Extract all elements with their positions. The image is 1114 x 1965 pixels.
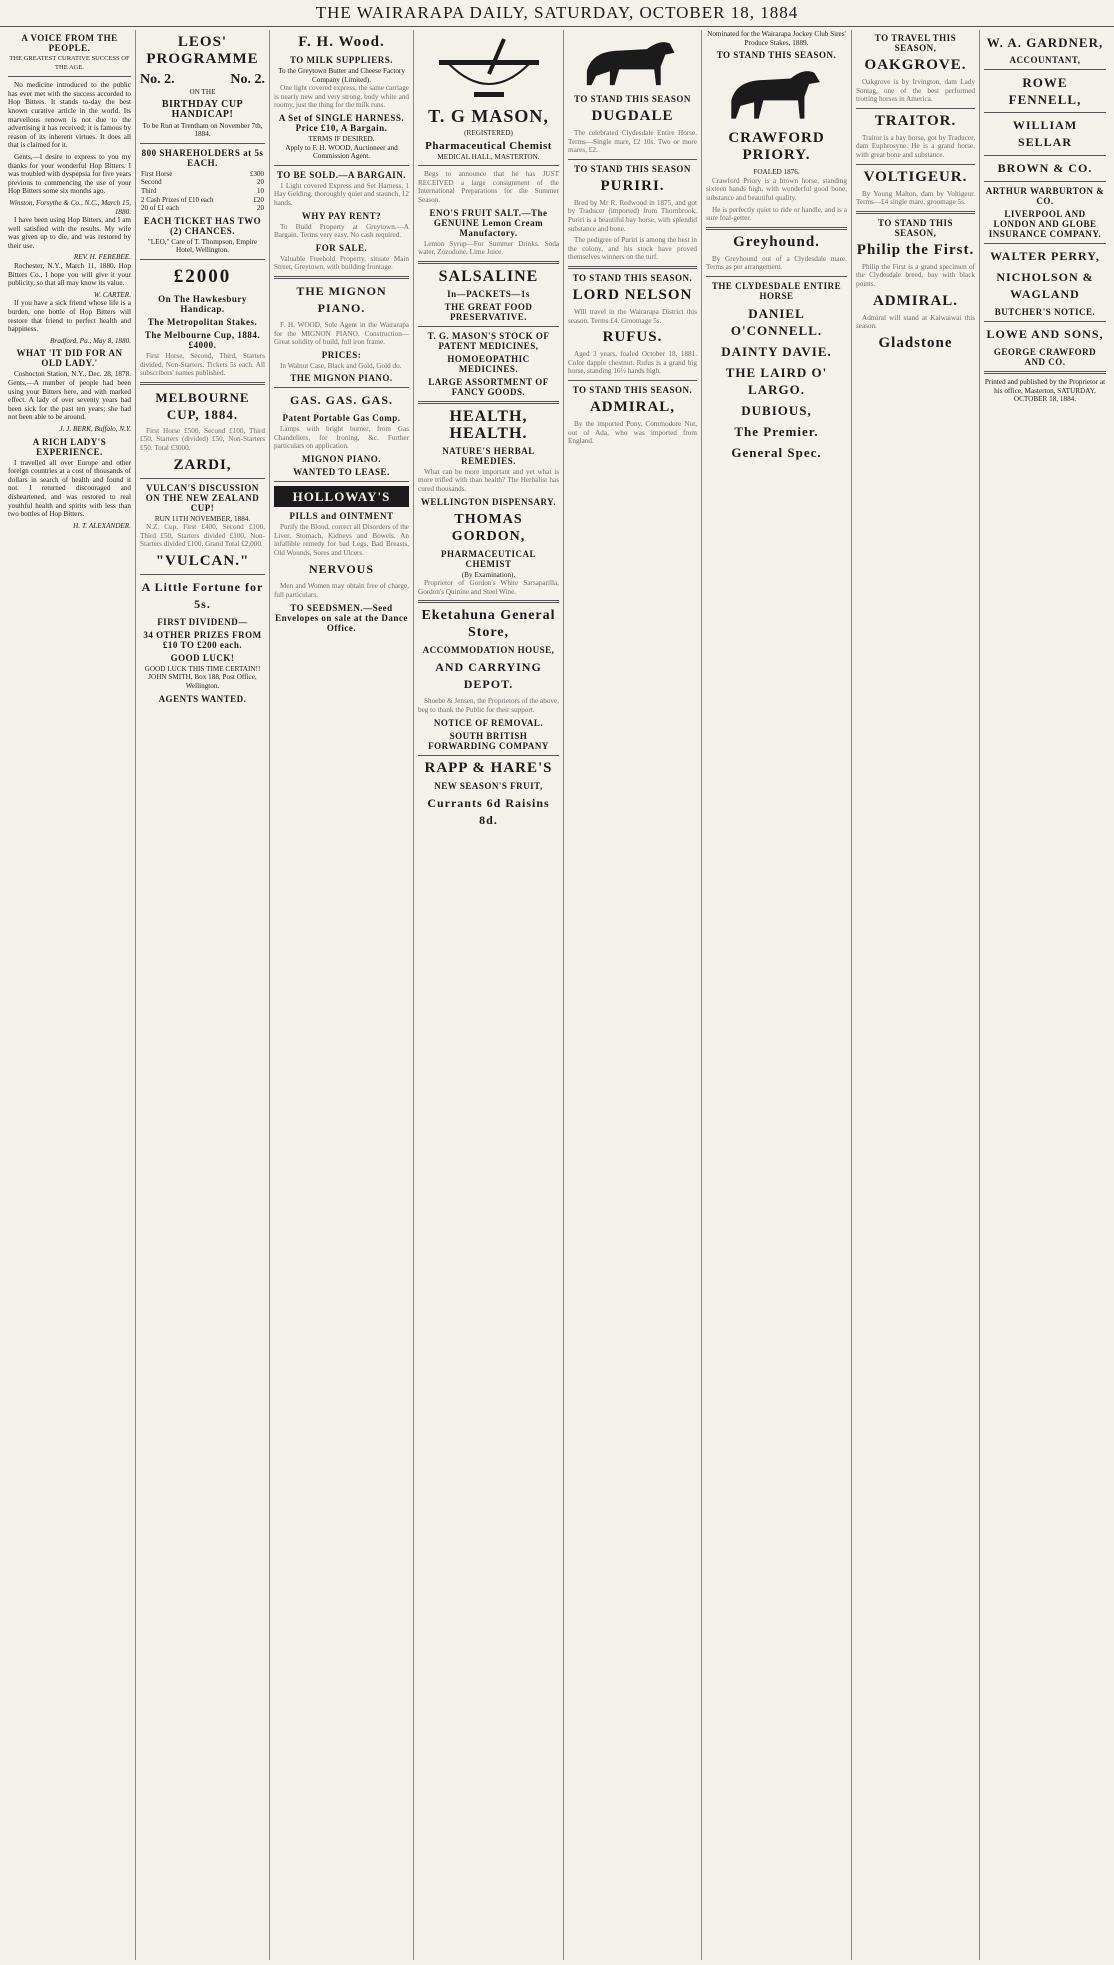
dugdale: DUGDALE: [591, 108, 674, 124]
table-row: 20 of £1 each 20: [141, 204, 264, 213]
oakgrove: OAKGROVE.: [864, 57, 967, 73]
column-5: TO STAND THIS SEASON DUGDALE The celebrated Clydesdale Entire Horse. Terms—Single mare, £2 10s. Two or more mares, £2. TO STAND THIS SEASON PURIRI. Bred by Mr R. Redwood in 1875, and got by Traducer (imported) from Thornbrook. Puriri is a beautiful bay horse, with splendid substance and bone. The pedigree of Puriri is among the best in the colony, and his stock have proved themselves winners on the turf. TO STAND THIS SEASON. LORD NELSON Will travel in the Wairarapa District this season. Terms £4. Groomage 5s. RUFUS. Aged 3 years, foaled October 18, 1881. Color dapple chestnut. Rufus is a grand big horse, standing 16½ hands high. TO STAND THIS SEASON. ADMIRAL, By the imported Pony, Commodore Nut, out of Ada, who was imported from England.: [564, 30, 702, 1960]
brown-co: BROWN & CO.: [997, 161, 1093, 175]
fh-wood-heading: F. H. Wood.: [298, 34, 385, 50]
stand-season-4: TO STAND THIS SEASON.: [572, 384, 693, 395]
seedsmen: TO SEEDSMEN.—Seed Envelopes on sale at the Dance Office.: [275, 602, 408, 633]
letter-2: I have been using Hop Bitters, and I am well satisfied with the results. My wife was given up to die, and was restored by their use.: [8, 216, 131, 250]
letter-4: If you have a sick friend whose life is a burden, one bottle of Hop Bitters will restore that friend to perfect health and happiness.: [8, 299, 131, 334]
good-luck-2: GOOD LUCK THIS TIME CERTAIN!!: [144, 664, 261, 673]
no-right: No. 2.: [230, 72, 265, 87]
stand-season-3: TO STAND THIS SEASON.: [572, 272, 693, 283]
vulcan: "VULCAN.": [155, 552, 250, 569]
william-sellar: WILLIAM SELLAR: [1012, 118, 1078, 149]
melbourne: The Melbourne Cup, 1884. £4000.: [144, 329, 261, 350]
philip-the-first: Philip the First.: [856, 241, 975, 258]
travel-season: TO TRAVEL THIS SEASON,: [874, 33, 957, 53]
apply: Apply to F. H. WOOD, Auctioneer and Commission Agent.: [285, 143, 398, 161]
letter-5-sign: J. J. BERK, Buffalo, N.Y.: [59, 424, 131, 433]
mignon-piano-3: MIGNON PIANO.: [302, 454, 381, 465]
chances: EACH TICKET HAS TWO (2) CHANCES.: [143, 215, 262, 236]
old-lady-heading: WHAT 'IT DID FOR AN OLD LADY.': [16, 348, 123, 369]
masthead-title: THE WAIRARAPA DAILY, SATURDAY, OCTOBER 18, 1884: [315, 3, 799, 22]
eno-fruit-salt: ENO'S FRUIT SALT.—The GENUINE Lemon Cream Manufactory.: [429, 207, 548, 238]
nominated-note: Nominated for the Wairarapa Jockey Club Sires' Produce Stakes, 1889.: [707, 30, 846, 47]
letter-4-sign: Bradford, Pa., May 8, 1880.: [50, 336, 131, 345]
printed-published: Printed and published by the Proprietor at his office, Masterton, SATURDAY, OCTOBER 18, 1884.: [984, 378, 1106, 404]
liverpool-insurance: LIVERPOOL AND LONDON AND GLOBE INSURANCE COMPANY.: [988, 209, 1102, 239]
general-spec: General Spec.: [731, 444, 822, 460]
john-smith: JOHN SMITH, Box 188, Post Office, Wellington.: [148, 673, 257, 691]
first-dividend: FIRST DIVIDEND—: [157, 616, 248, 627]
rich-lady-heading: A RICH LADY'S EXPERIENCE.: [32, 436, 107, 457]
gordon-sub: (By Examination),: [461, 570, 516, 579]
registered: (REGISTERED): [464, 129, 513, 137]
foaled: FOALED 1876.: [753, 168, 800, 177]
dainty-davie: DAINTY DAVIE.: [721, 343, 832, 359]
new-season-fruit: NEW SEASON'S FRUIT,: [434, 780, 543, 791]
butchers-notice: BUTCHER'S NOTICE.: [994, 307, 1096, 317]
zardi: ZARDI,: [173, 456, 232, 473]
pills-ointment: PILLS and OINTMENT: [289, 511, 394, 522]
homoeopathic: HOMOEOPATHIC MEDICINES.: [447, 353, 530, 374]
masthead: [0, 0, 1114, 27]
column-7: TO TRAVEL THIS SEASON, OAKGROVE. Oakgrove is by Irvington, dam Lady Sontag, one of the best performed trotting horses in America. TRAITOR. Traitor is a bay horse, got by Traducer, dam Euphrosyne. He is a grand horse, with great bone and substance. VOLTIGEUR. By Young Malton, dam by Voltigeur. Terms—£4 single mare, groomage 5s. TO STAND THIS SEASON, Philip the First. Philip the First is a grand specimen of the Clydesdale breed, bay with black points. ADMIRAL. Admiral will stand at Kaiwaiwai this season. Gladstone: [852, 30, 980, 1960]
pharma-title: Pharmaceutical Chemist: [425, 139, 552, 152]
table-row: Second 20: [141, 178, 264, 187]
on-the: ON THE: [189, 88, 216, 96]
good-luck: GOOD LUCK!: [170, 652, 235, 663]
natures-remedies: NATURE'S HERBAL REMEDIES.: [442, 445, 535, 466]
column-2: LEOS' PROGRAMME No. 2. No. 2. ON THE BIRTHDAY CUP HANDICAP! To be Run at Trentham on November 7th, 1884. 800 SHAREHOLDERS at 5s EACH. First Horse £300 Second 20 Third 10 2 Cash Prizes of £10 each £20 20 of £1 each 20 EACH TICKET HAS TWO (2) CHANCES. "LEO," Care of T. Thompson, Empire Hotel, Wellington. £2000 On The Hawkesbury Handicap. The Metropolitan Stakes. The Melbourne Cup, 1884. £4000. First Horse, Second, Third, Starters divided, Non-Starters. Tickets 5s each. All subscribers' names published. MELBOURNE CUP, 1884. First Horse £500, Second £100, Third £50, Starters (divided) £50, Non-Starters £50. Total £3000. ZARDI, VULCAN'S DISCUSSION ON THE NEW ZEALAND CUP! RUN 11TH NOVEMBER, 1884. N.Z. Cup, First £400, Second £100, Third £50, Starters divided £100, Non-Starters divided £100. Grand Total £2,000. "VULCAN." A Little Fortune for 5s. FIRST DIVIDEND— 34 OTHER PRIZES FROM £10 TO £200 each. GOOD LUCK! GOOD LUCK THIS TIME CERTAIN!! JOHN SMITH, Box 188, Post Office, Wellington. AGENTS WANTED.: [136, 30, 270, 1960]
crawford-priory: CRAWFORD PRIORY.: [728, 130, 825, 164]
letter-5: Coshocton Station, N.Y., Dec. 28, 1878. Gents,—A number of people had been using your Bitters here, and with marked effect. A lady of over seventy years had been sick for the past ten years; she had not been able to be around.: [8, 370, 131, 422]
clydesdale-entire: THE CLYDESDALE ENTIRE HORSE: [711, 280, 842, 301]
greyhound: Greyhound.: [733, 233, 820, 250]
leo-address: "LEO," Care of T. Thompson, Empire Hotel, Wellington.: [147, 237, 258, 255]
accountant: ACCOUNTANT,: [1009, 55, 1081, 65]
column-6: Nominated for the Wairarapa Jockey Club Sires' Produce Stakes, 1889. TO STAND THIS SEASON. CRAWFORD PRIORY. FOALED 1876. Crawford Priory is a brown horse, standing sixteen hands high, with wonderful good bone, substance and beautiful quality. He is perfectly quiet to ride or handle, and is a sure foal-getter. Greyhound. By Greyhound out of a Clydesdale mare. Terms as per arrangement. THE CLYDESDALE ENTIRE HORSE DANIEL O'CONNELL. DAINTY DAVIE. THE LAIRD O' LARGO. DUBIOUS, The Premier. General Spec.: [702, 30, 852, 1960]
metropolitan: The Metropolitan Stakes.: [147, 316, 258, 327]
gas-heading: GAS. GAS. GAS.: [289, 393, 394, 408]
daniel-oconnell: DANIEL O'CONNELL.: [730, 305, 823, 338]
wellington-dispensary: WELLINGTON DISPENSARY.: [420, 496, 557, 507]
milk-text: To the Greytown Butter and Cheese Factory Company (Limited).: [278, 67, 405, 84]
leos-programme-heading: LEOS' PROGRAMME: [146, 34, 259, 67]
rowe-fennell: ROWE FENNELL,: [1008, 75, 1082, 107]
lord-nelson: LORD NELSON: [572, 286, 693, 303]
dubious: DUBIOUS,: [741, 402, 812, 418]
letter-6-sign: H. T. ALEXANDER.: [73, 521, 131, 530]
new-zealand-cup: VULCAN'S DISCUSSION ON THE NEW ZEALAND CUP!: [145, 482, 260, 513]
milk-heading: TO MILK SUPPLIERS.: [289, 55, 394, 65]
stand-season-1: TO STAND THIS SEASON: [574, 94, 691, 104]
birthday-cup-heading: BIRTHDAY CUP HANDICAP!: [161, 98, 244, 120]
agents-wanted: AGENTS WANTED.: [158, 693, 247, 704]
letter-3: Rochester, N.Y., March 11, 1880. Hop Bitters Co., I hope you will give it your publicity, so that all may know its value.: [8, 262, 131, 288]
mignon-piano-2: THE MIGNON PIANO.: [290, 373, 393, 384]
wa-gardner: W. A. GARDNER,: [986, 35, 1104, 50]
letter-1: Gents,—I desire to express to you my thanks for your wonderful Hop Bitters. I was troubled with dyspepsia for five years previous to commencing the use of your Hop Bitters some six months ago.: [8, 152, 131, 196]
hawkesbury: On The Hawkesbury Handicap.: [158, 293, 247, 314]
admiral: ADMIRAL.: [872, 292, 959, 309]
carrying-depot: AND CARRYING DEPOT.: [435, 660, 542, 692]
table-row: 2 Cash Prizes of £10 each £20: [141, 195, 264, 204]
letter-6: I travelled all over Europe and other foreign countries at a cost of thousands of dollars in search of health and found it not. I returned discouraged and disheartened, and was restored to real youthful health and spirits with less than two bottles of Hop Bitters.: [8, 458, 131, 519]
table-row: First Horse £300: [141, 169, 264, 178]
shareholders: 800 SHAREHOLDERS at 5s EACH.: [141, 147, 264, 168]
notice-removal: NOTICE OF REMOVAL.: [433, 717, 544, 728]
column-3: F. H. Wood. TO MILK SUPPLIERS. To the Greytown Butter and Cheese Factory Company (Limited). One light covered express, the same carriage is nearly new and very strong, body white and roomy, just the thing for the milk runs. A Set of SINGLE HARNESS. Price £10, A Bargain. TERMS IF DESIRED. Apply to F. H. WOOD, Auctioneer and Commission Agent. TO BE SOLD.—A BARGAIN. 1 Light covered Express and Set Harness, 1 Hay Gelding, thoroughly quiet and staunch, 12 hands. WHY PAY RENT? To Build Property at Greytown.—A Bargain. Terms very easy. No cash required. FOR SALE. Valuable Freehold Property, situate Main Street, Greytown, with building frontage. THE MIGNON PIANO. F. H. WOOD, Sole Agent in the Wairarapa for the MIGNON PIANO. Construction—Great solidity of build, full iron frame. PRICES: In Walnut Case, Black and Gold, Gold do. THE MIGNON PIANO. GAS. GAS. GAS. Patent Portable Gas Comp. Lamps with bright burner, from Gas Chandeliers, for Ironing, &c. Further particulars on application. MIGNON PIANO. WANTED TO LEASE. HOLLOWAY'S PILLS and OINTMENT Purify the Blood, correct all Disorders of the Liver, Stomach, Kidneys and Bowels. An infallible remedy for bad Legs, Bad Breasts, Old Wounds, Sores and Ulcers. NERVOUS Men and Women may obtain free of charge, full particulars. TO SEEDSMEN.—Seed Envelopes on sale at the Dance Office.: [270, 30, 414, 1960]
for-sale: FOR SALE.: [315, 242, 368, 253]
mortar-pestle-icon: [419, 34, 559, 104]
melbourne-2: MELBOURNE CUP, 1884.: [155, 389, 250, 422]
george-crawford: GEORGE CRAWFORD AND CO.: [993, 347, 1097, 367]
stand-season-2: TO STAND THIS SEASON: [574, 163, 691, 174]
rapp-hare: RAPP & HARE'S: [424, 759, 553, 776]
column-4: T. G MASON, (REGISTERED) Pharmaceutical Chemist MEDICAL HALL, MASTERTON. Begs to announce that he has JUST RECEIVED a large consignment of the International Preparations for the Summer Season. ENO'S FRUIT SALT.—The GENUINE Lemon Cream Manufactory. Lemon Syrup—For Summer Drinks. Soda water, Zozodone, Lime Juice. SALSALINE In—PACKETS—1s THE GREAT FOOD PRESERVATIVE. T. G. MASON'S STOCK OF PATENT MEDICINES, HOMOEOPATHIC MEDICINES. LARGE ASSORTMENT OF FANCY GOODS. HEALTH, HEALTH. NATURE'S HERBAL REMEDIES. What can be more important and yet what is more trifled with than health? The Herbalist has cured thousands. WELLINGTON DISPENSARY. THOMAS GORDON, PHARMACEUTICAL CHEMIST (By Examination), Proprietor of Gordon's White Sarsaparilla, Gordon's Quinine and Steel Wine. Eketahuna General Store, ACCOMMODATION HOUSE, AND CARRYING DEPOT. Shoebe & Jensen, the Proprietors of the above, beg to thank the Public for their support. NOTICE OF REMOVAL. SOUTH BRITISH FORWARDING COMPANY RAPP & HARE'S NEW SEASON'S FRUIT, Currants 6d Raisins 8d.: [414, 30, 564, 1960]
health-heading: HEALTH, HEALTH.: [449, 407, 528, 442]
tg-mason-name: T. G MASON,: [428, 106, 549, 126]
gladstone: Gladstone: [878, 334, 953, 351]
fancy-goods: LARGE ASSORTMENT OF FANCY GOODS.: [428, 376, 549, 397]
rufus: RUFUS.: [602, 329, 663, 346]
laird-o-largo: THE LAIRD O' LARGO.: [725, 364, 828, 397]
mason-address: MEDICAL HALL, MASTERTON.: [437, 152, 540, 161]
stand-season: TO STAND THIS SEASON.: [716, 50, 837, 61]
traitor: TRAITOR.: [874, 112, 957, 129]
filler-text: First Horse, Second, Third, Starters divided, Non-Starters. Tickets 5s each. All subscribers' names published.: [140, 351, 265, 378]
wanted-to-lease: WANTED TO LEASE.: [293, 467, 390, 478]
letter-2-sign: REV. H. FEREBEE.: [73, 253, 131, 262]
walter-perry: WALTER PERRY,: [990, 249, 1100, 263]
voice-subheading: THE GREATEST CURATIVE SUCCESS OF THE AGE.: [9, 55, 130, 71]
food-preservative: THE GREAT FOOD PRESERVATIVE.: [444, 301, 533, 322]
puriri: PURIRI.: [600, 177, 665, 194]
arthur-warburton: ARTHUR WARBURTON & CO.: [985, 186, 1105, 206]
the-premier: The Premier.: [734, 423, 819, 439]
patent-medicines: T. G. MASON'S STOCK OF PATENT MEDICINES,: [427, 330, 550, 351]
nervous-heading: NERVOUS: [308, 562, 374, 577]
eketahuna-store: Eketahuna General Store,: [421, 608, 556, 641]
prices: PRICES:: [321, 349, 362, 360]
salsaline-packets: In—PACKETS—1s: [447, 288, 530, 299]
voice-intro: No medicine introduced to the public has ever met with the success accorded to Hop Bitters. It stands to-day the best known curative article in the world. Its marvellous renown is not due to the advertising it has received; it is famous by reason of its inherent virtues. It does all that is claimed for it.: [8, 81, 131, 150]
why-pay-rent: WHY PAY RENT?: [301, 210, 382, 221]
letter-3-sign: W. CARTER.: [93, 290, 131, 299]
salsaline-heading: SALSALINE: [438, 267, 539, 285]
run-date: RUN 11TH NOVEMBER, 1884.: [154, 514, 251, 523]
patent-gas: Patent Portable Gas Comp.: [282, 413, 401, 424]
other-prizes: 34 OTHER PRIZES FROM £10 TO £200 each.: [143, 629, 262, 650]
prize-2000: £2000: [173, 265, 232, 287]
mignon-piano-heading: THE MIGNON PIANO.: [296, 283, 387, 315]
table-row: Third 10: [141, 186, 264, 195]
holloways-heading: HOLLOWAY'S: [274, 486, 409, 507]
stand-season: TO STAND THIS SEASON,: [877, 217, 954, 238]
run-line: To be Run at Trentham on November 7th, 1884.: [142, 121, 263, 139]
page-columns: [4, 30, 1110, 1960]
bargain-heading: TO BE SOLD.—A BARGAIN.: [276, 169, 407, 180]
thomas-gordon: THOMAS GORDON,: [451, 511, 526, 544]
no-left: No. 2.: [140, 72, 175, 87]
letter-1-sign: Winston, Forsythe & Co., N.C., March 15, 1880.: [9, 198, 131, 216]
forwarding-co: SOUTH BRITISH FORWARDING COMPANY: [428, 730, 549, 751]
currants-raisins: Currants 6d Raisins 8d.: [427, 795, 550, 827]
horse-icon: [573, 34, 693, 90]
prizes-table: [140, 170, 265, 213]
column-1: [4, 30, 136, 1960]
single-harness: A Set of SINGLE HARNESS. Price £10, A Bargain.: [278, 112, 405, 133]
column-8: [980, 30, 1110, 1960]
terms: TERMS IF DESIRED.: [308, 134, 375, 143]
horse-icon: [717, 62, 837, 126]
gordon-title: PHARMACEUTICAL CHEMIST: [440, 548, 536, 569]
voice-heading: A VOICE FROM THE PEOPLE.: [21, 33, 118, 53]
accommodation-house: ACCOMMODATION HOUSE,: [422, 645, 555, 656]
voltigeur: VOLTIGEUR.: [863, 168, 968, 185]
admiral: ADMIRAL,: [589, 398, 676, 415]
lowe-sons: LOWE AND SONS,: [986, 327, 1104, 341]
fortune: A Little Fortune for 5s.: [141, 579, 264, 611]
nicholson-wagland: NICHOLSON & WAGLAND: [996, 270, 1094, 301]
